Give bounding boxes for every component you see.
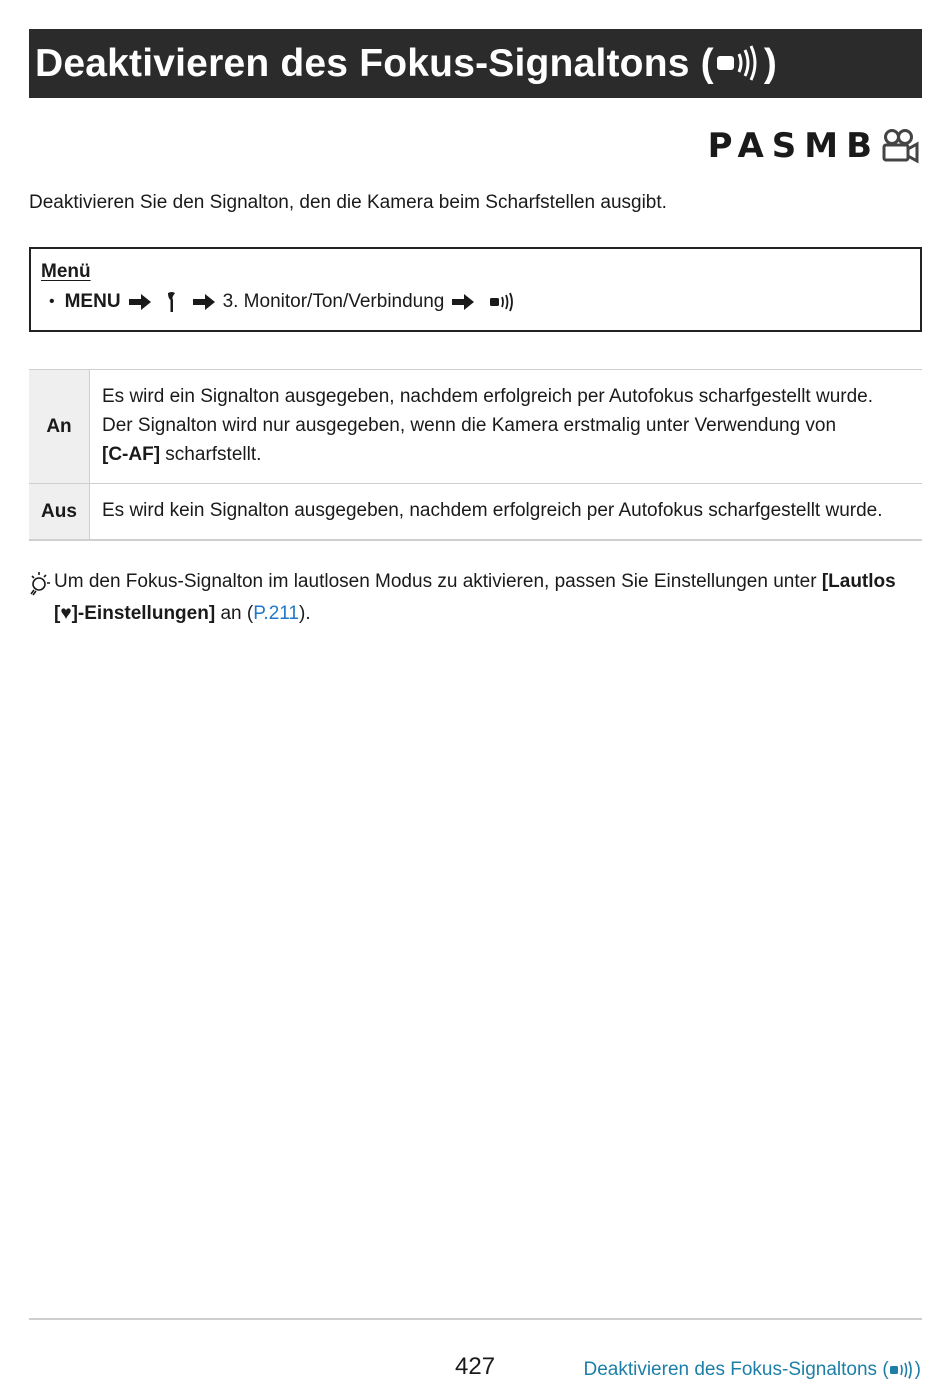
- tip-text: ).: [299, 603, 311, 624]
- menu-label: Menü: [41, 261, 91, 282]
- bullet: •: [49, 293, 55, 310]
- footer-title-close: ): [914, 1359, 921, 1380]
- tip-text: an (: [215, 603, 254, 624]
- mode-letters: PASMB: [707, 126, 880, 166]
- menu-root: MENU: [64, 291, 121, 312]
- tip-text-block: [29, 566, 922, 630]
- beep-icon: [714, 44, 764, 84]
- desc-line: Der Signalton wird nur ausgegeben, wenn die Kamera erstmalig unter Verwendung von: [102, 415, 837, 436]
- menu-path: [49, 291, 524, 313]
- right-arrow-icon: [128, 293, 152, 311]
- page-title-close: ): [763, 41, 778, 85]
- tip-setting: [Lautlos: [821, 571, 896, 592]
- tip-text: Um den Fokus-Signalton im lautlosen Modus zu aktivieren, passen Sie Einstellungen unter: [54, 571, 822, 592]
- beep-icon: [889, 1361, 915, 1379]
- tip-icon: [29, 570, 53, 596]
- desc-line: Es wird ein Signalton ausgegeben, nachdem erfolgreich per Autofokus scharfgestellt wurde.: [102, 386, 874, 407]
- page-number: 427: [455, 1353, 496, 1380]
- page-link[interactable]: P.211: [253, 603, 299, 624]
- caf-setting: [C-AF]: [102, 444, 161, 465]
- tip-setting: [♥]-Einstellungen]: [54, 603, 216, 624]
- page-title-text: Deaktivieren des Fokus-Signaltons (: [35, 41, 714, 85]
- movie-camera-icon: [880, 128, 920, 164]
- option-key: Aus: [29, 484, 90, 541]
- table-row: [29, 484, 922, 541]
- intro-text: Deaktivieren Sie den Signalton, den die Kamera beim Scharfstellen ausgibt.: [29, 192, 667, 213]
- footer-title[interactable]: [583, 1359, 921, 1381]
- shooting-modes: [708, 126, 920, 166]
- page-title: [29, 29, 922, 98]
- wrench-icon: [166, 291, 178, 313]
- option-description: [90, 370, 923, 484]
- footer-divider: [29, 1318, 922, 1320]
- beep-icon: [489, 292, 517, 312]
- table-row: [29, 370, 922, 484]
- right-arrow-icon: [451, 293, 475, 311]
- option-key: An: [29, 370, 90, 484]
- desc-line: scharfstellt.: [160, 444, 262, 465]
- menu-box: [29, 247, 922, 332]
- option-description: [90, 484, 923, 541]
- footer-title-text: Deaktivieren des Fokus-Signaltons (: [583, 1359, 889, 1380]
- tip-note: [29, 566, 922, 630]
- menu-item: 3. Monitor/Ton/Verbindung: [222, 291, 445, 312]
- desc-line: Es wird kein Signalton ausgegeben, nachdem erfolgreich per Autofokus scharfgestellt wurde.: [102, 500, 883, 521]
- right-arrow-icon: [192, 293, 216, 311]
- options-table: [29, 369, 922, 541]
